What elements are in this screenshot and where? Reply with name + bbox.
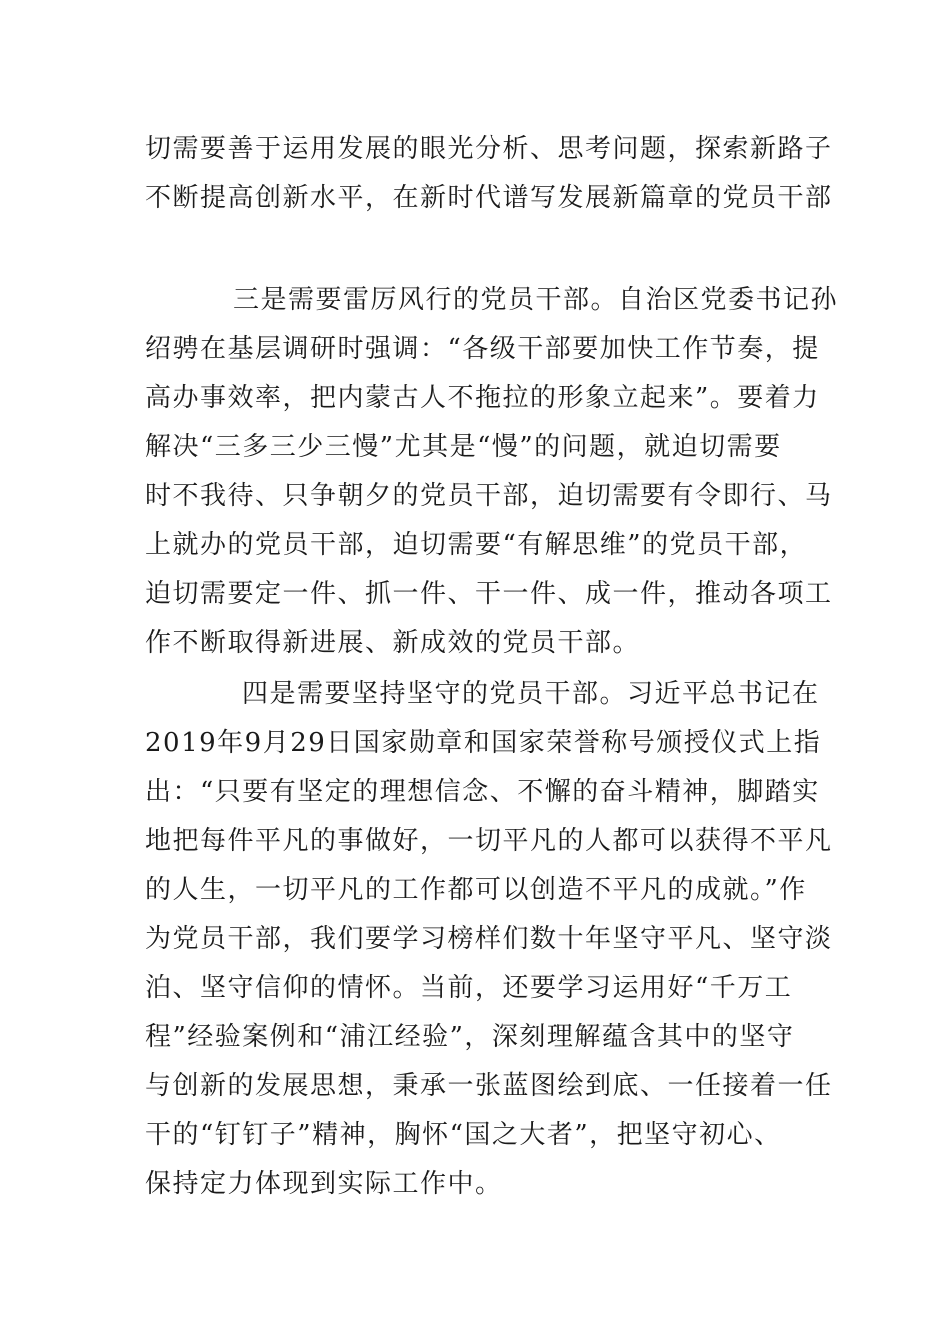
paragraph-continuation: [145, 125, 833, 223]
text-line: 2019年9月29日国家勋章和国家荣誉称号颁授仪式上指: [145, 728, 822, 758]
text-line: 地把每件平凡的事做好，一切平凡的人都可以获得不平凡: [145, 826, 833, 856]
text-line: 为党员干部，我们要学习榜样们数十年坚守平凡、坚守淡: [145, 924, 833, 954]
text-line: 程”经验案例和“浦江经验”，深刻理解蕴含其中的坚守: [145, 1022, 795, 1052]
text-line: 泊、坚守信仰的情怀。当前，还要学习运用好“千万工: [145, 973, 793, 1003]
text-line: 的人生，一切平凡的工作都可以创造不平凡的成就。”作: [145, 875, 807, 905]
text-line: 干的“钉钉子”精神，胸怀“国之大者”，把坚守初心、: [145, 1120, 782, 1150]
paragraph-four: [145, 670, 833, 1209]
text-line: 解决“三多三少三慢”尤其是“慢”的问题，就迫切需要: [145, 432, 782, 462]
text-line: 高办事效率，把内蒙古人不拖拉的形象立起来”。要着力: [145, 383, 820, 413]
text-line: 四是需要坚持坚守的党员干部。习近平总书记在: [242, 679, 820, 709]
text-line: 上就办的党员干部，迫切需要“有解思维”的党员干部，: [145, 530, 808, 560]
text-line: 作不断取得新进展、新成效的党员干部。: [145, 628, 641, 658]
text-line: 时不我待、只争朝夕的党员干部，迫切需要有令即行、马: [145, 481, 833, 511]
text-line: 保持定力体现到实际工作中。: [145, 1169, 503, 1199]
text-line: 与创新的发展思想，秉承一张蓝图绘到底、一任接着一任: [145, 1071, 833, 1101]
text-line: 不断提高创新水平，在新时代谱写发展新篇章的党员干部: [145, 183, 833, 213]
text-line: 迫切需要定一件、抓一件、干一件、成一件，推动各项工: [145, 579, 833, 609]
text-line: 出：“只要有坚定的理想信念、不懈的奋斗精神，脚踏实: [145, 777, 820, 807]
text-line: 切需要善于运用发展的眼光分析、思考问题，探索新路子: [145, 134, 833, 164]
text-line: 绍骋在基层调研时强调：“各级干部要加快工作节奏，提: [145, 334, 820, 364]
paragraph-three: [145, 276, 839, 668]
text-line: 三是需要雷厉风行的党员干部。自治区党委书记孙: [233, 285, 839, 315]
